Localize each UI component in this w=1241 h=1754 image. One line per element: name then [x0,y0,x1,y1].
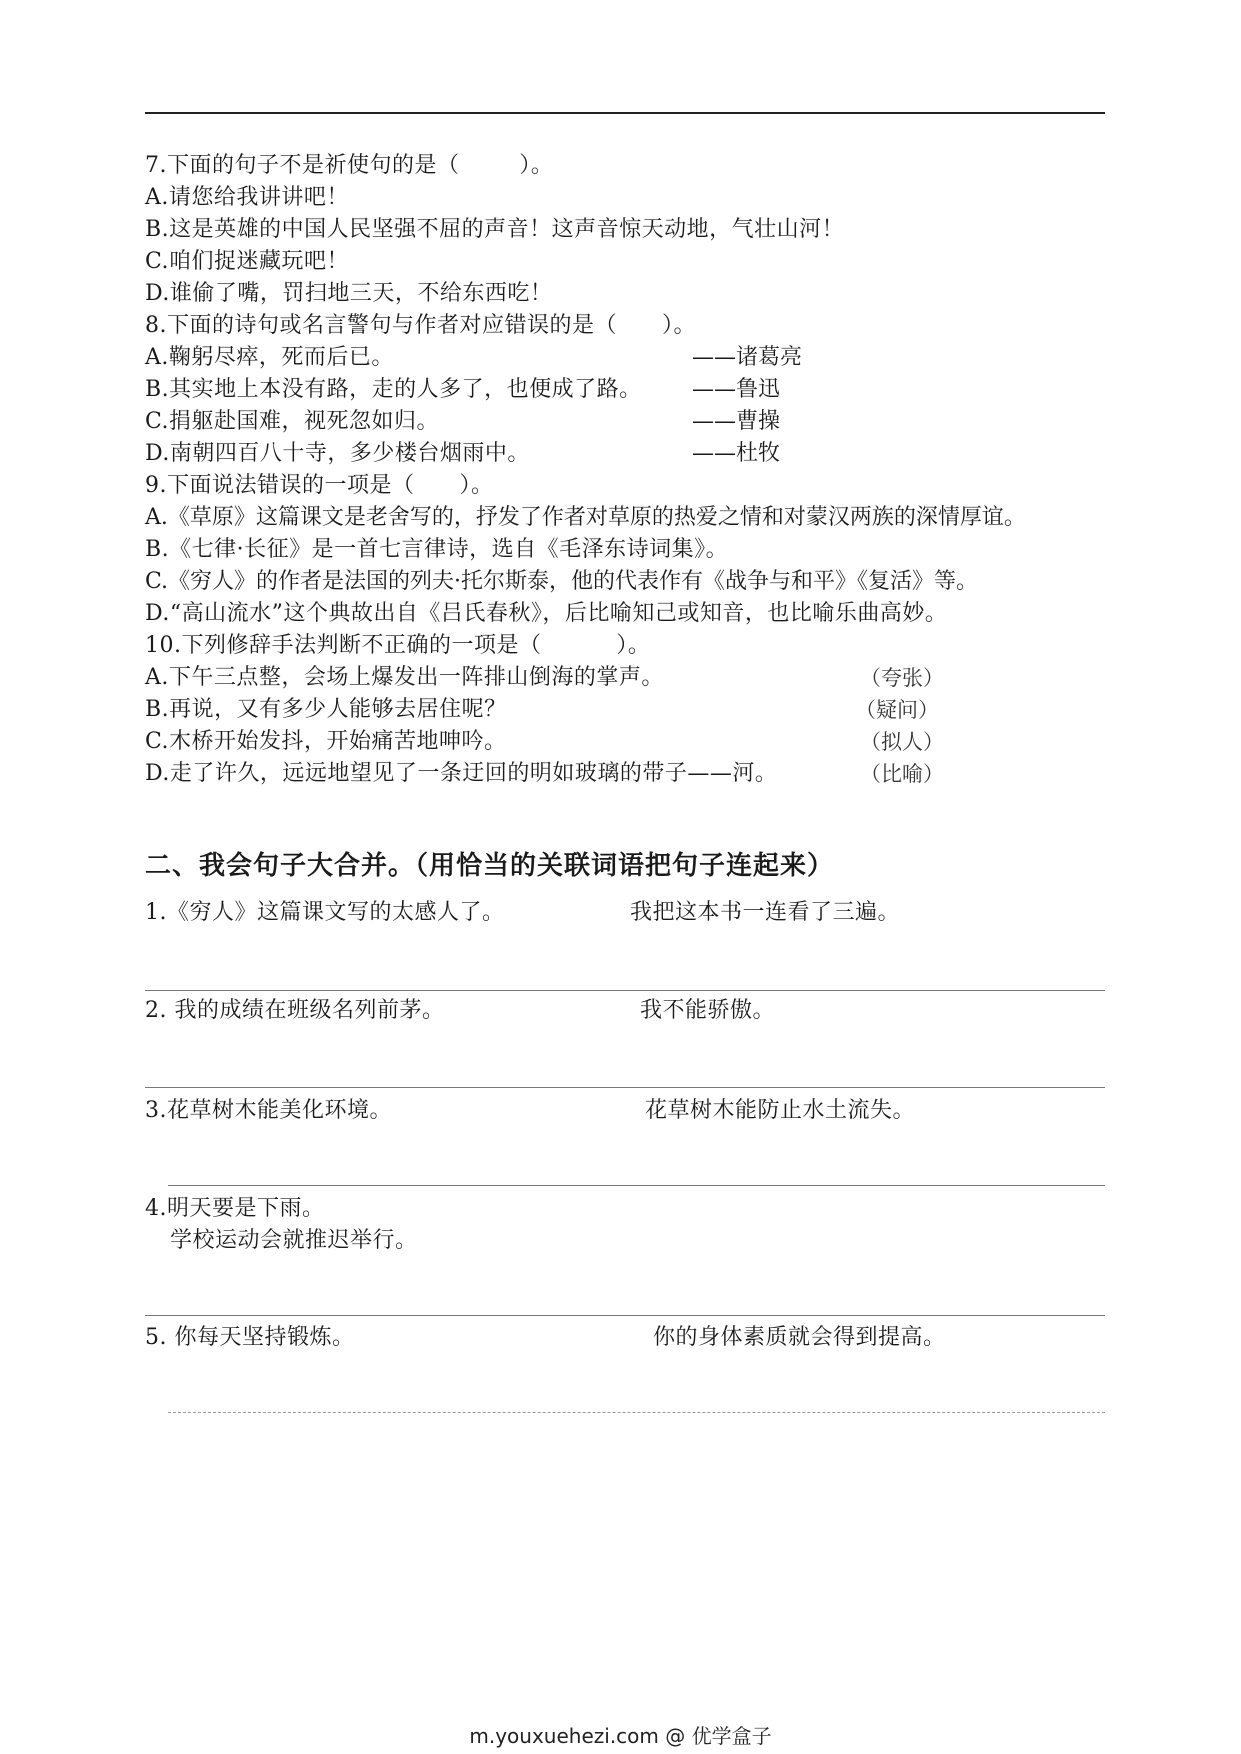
merge-item-2-right: 我不能骄傲。 [640,998,776,1023]
merge-item-1-right: 我把这本书一连看了三遍。 [630,900,901,925]
answer-line-1[interactable] [145,990,1105,991]
answer-line-3[interactable] [168,1185,1105,1186]
merge-item-4-left: 4.明天要是下雨。 [145,1196,325,1221]
merge-item-5-left: 5. 你每天坚持锻炼。 [145,1325,355,1350]
q9-option-a: A.《草原》这篇课文是老舍写的，抒发了作者对草原的热爱之情和对蒙汉两族的深情厚谊。 [145,505,1026,530]
q8-stem: 8.下面的诗句或名言警句与作者对应错误的是（ ）。 [145,313,696,338]
q7-option-c: C.咱们捉迷藏玩吧！ [145,249,350,274]
merge-item-3-left: 3.花草树木能美化环境。 [145,1098,392,1123]
q9-option-b: B.《七律·长征》是一首七言律诗，选自《毛泽东诗词集》。 [145,537,729,562]
q7-option-d: D.谁偷了嘴，罚扫地三天，不给东西吃！ [145,281,553,306]
q7-option-b: B.这是英雄的中国人民坚强不屈的声音！这声音惊天动地，气壮山河！ [145,217,845,242]
q9-stem: 9.下面说法错误的一项是（ ）。 [145,473,494,498]
q10-stem: 10.下列修辞手法判断不正确的一项是（ ）。 [145,633,651,658]
answer-line-2[interactable] [145,1087,1105,1088]
q9-option-c: C.《穷人》的作者是法国的列夫·托尔斯泰，他的代表作有《战争与和平》《复活》等。 [145,569,979,594]
q10-tag-d: （比喻） [860,762,944,786]
q10-option-d: D.走了许久，远远地望见了一条迂回的明如玻璃的带子——河。 [145,761,778,786]
q9-option-d: D.“高山流水”这个典故出自《吕氏春秋》，后比喻知己或知音，也比喻乐曲高妙。 [145,601,948,626]
merge-item-3-right: 花草树木能防止水土流失。 [645,1098,916,1123]
q8-option-d: D.南朝四百八十寺，多少楼台烟雨中。 [145,441,530,466]
q8-option-b: B.其实地上本没有路，走的人多了，也便成了路。 [145,377,642,402]
header-rule [145,112,1105,114]
q8-author-a: ——诸葛亮 [692,345,803,370]
answer-line-4[interactable] [145,1315,1105,1316]
q8-author-d: ——杜牧 [692,441,781,466]
merge-item-5-right: 你的身体素质就会得到提高。 [653,1325,946,1350]
q10-tag-c: （拟人） [860,730,944,754]
q10-option-a: A.下午三点整，会场上爆发出一阵排山倒海的掌声。 [145,665,664,690]
merge-item-2-left: 2. 我的成绩在班级名列前茅。 [145,998,445,1023]
q10-option-c: C.木桥开始发抖，开始痛苦地呻吟。 [145,729,507,754]
section-2-title: 二、我会句子大合并。（用恰当的关联词语把句子连起来） [145,851,835,881]
q8-author-b: ——鲁迅 [692,377,781,402]
q8-option-a: A.鞠躬尽瘁，死而后已。 [145,345,394,370]
q10-option-b: B.再说，又有多少人能够去居住呢？ [145,697,507,722]
merge-item-1-left: 1.《穷人》这篇课文写的太感人了。 [145,900,505,925]
q8-author-c: ——曹操 [692,409,781,434]
q10-tag-a: （夸张） [860,666,944,690]
merge-item-4-right: 学校运动会就推迟举行。 [170,1228,418,1253]
q7-stem: 7.下面的句子不是祈使句的是（ ）。 [145,153,554,178]
footer-watermark: m.youxuehezi.com @ 优学盒子 [469,1724,772,1748]
q7-option-a: A.请您给我讲讲吧！ [145,185,349,210]
answer-line-5[interactable] [168,1412,1105,1413]
q10-tag-b: （疑问） [855,698,939,722]
q8-option-c: C.捐躯赴国难，视死忽如归。 [145,409,440,434]
